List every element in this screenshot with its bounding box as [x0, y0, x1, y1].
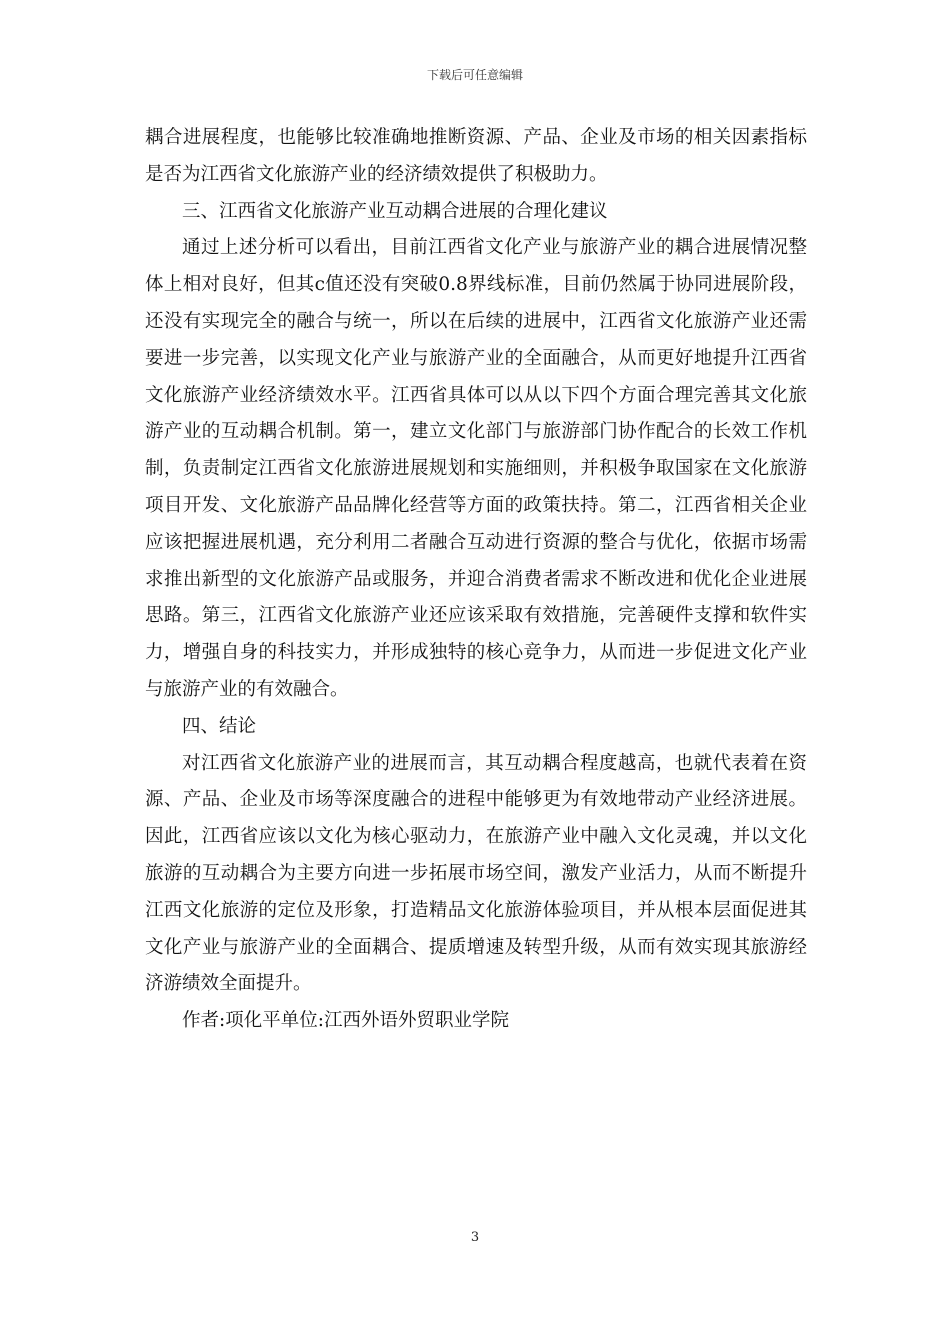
paragraph-recommendations: 通过上述分析可以看出，目前江西省文化产业与旅游产业的耦合进展情况整体上相对良好，但其c值还没有突破0.8界线标准，目前仍然属于协同进展阶段，还没有实现完全的融合与统一，所以在后续的进展中，江西省文化旅游产业还需要进一步完善，以实现文化产业与旅游产业的全面融合，从而更好地提升江西省文化旅游产业经济绩效水平。江西省具体可以从以下四个方面合理完善其文化旅游产业的互动耦合机制。第一，建立文化部门与旅游部门协作配合的长效工作机制，负责制定江西省文化旅游进展规划和实施细则，并积极争取国家在文化旅游项目开发、文化旅游产品品牌化经营等方面的政策扶持。第二，江西省相关企业应该把握进展机遇，充分利用二者融合互动进行资源的整合与优化，依据市场需求推出新型的文化旅游产品或服务，并迎合消费者需求不断改进和优化企业进展思路。第三，江西省文化旅游产业还应该采取有效措施，完善硬件支撑和软件实力，增强自身的科技实力，并形成独特的核心竞争力，从而进一步促进文化产业与旅游产业的有效融合。 — [145, 237, 807, 700]
paragraph-continuation: 耦合进展程度，也能够比较准确地推断资源、产品、企业及市场的相关因素指标是否为江西省文化旅游产业的经济绩效提供了积极助力。 — [145, 127, 807, 185]
document-body — [145, 120, 807, 1040]
author-line: 作者:项化平单位:江西外语外贸职业学院 — [182, 1010, 509, 1032]
section-heading-recommendations: 三、江西省文化旅游产业互动耦合进展的合理化建议 — [182, 200, 608, 222]
page-number: 3 — [470, 1230, 480, 1245]
paragraph-conclusion: 对江西省文化旅游产业的进展而言，其互动耦合程度越高，也就代表着在资源、产品、企业及市场等深度融合的进程中能够更为有效地带动产业经济进展。因此，江西省应该以文化为核心驱动力，在旅游产业中融入文化灵魂，并以文化旅游的互动耦合为主要方向进一步拓展市场空间，激发产业活力，从而不断提升江西文化旅游的定位及形象，打造精品文化旅游体验项目，并从根本层面促进其文化产业与旅游产业的全面耦合、提质增速及转型升级，从而有效实现其旅游经济游绩效全面提升。 — [145, 752, 807, 995]
page-header: 下载后可任意编辑 — [426, 68, 523, 82]
section-heading-conclusion: 四、结论 — [182, 715, 257, 737]
